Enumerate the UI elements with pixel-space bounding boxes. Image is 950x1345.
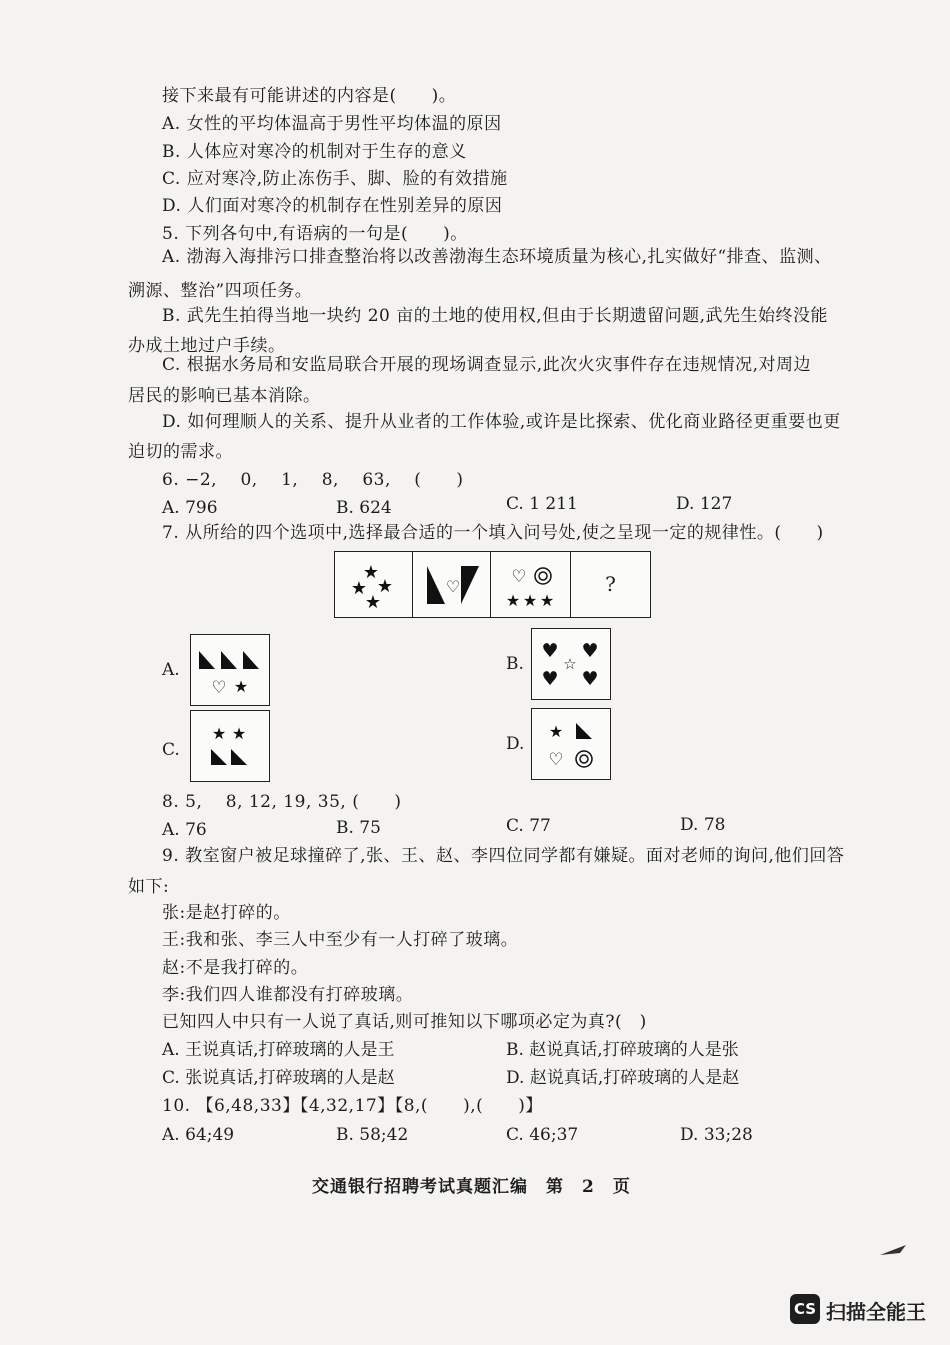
q5-option-a-line2: 溯源、整治”四项任务。 (128, 281, 313, 301)
q4-stem: 接下来最有可能讲述的内容是( )。 (162, 86, 457, 106)
q4-option-c: C. 应对寒冷,防止冻伤手、脚、脸的有效措施 (162, 169, 508, 189)
q7-option-c-figure[interactable] (190, 710, 270, 782)
q10-option-a: A. 64;49 (162, 1125, 235, 1145)
q5-option-c-line1: C. 根据水务局和安监局联合开展的现场调查显示,此次火灾事件存在违规情况,对周边 (162, 355, 812, 375)
q10-option-c: C. 46;37 (506, 1125, 579, 1145)
q9-question: 已知四人中只有一人说了真话,则可推知以下哪项必定为真?( ) (162, 1012, 647, 1032)
q9-stem-line1: 9. 教室窗户被足球撞碎了,张、王、赵、李四位同学都有嫌疑。面对老师的询问,他们回答 (162, 846, 845, 866)
q10-option-d: D. 33;28 (680, 1125, 753, 1145)
q7-stem: 7. 从所给的四个选项中,选择最合适的一个填入问号处,使之呈现一定的规律性。( ) (162, 523, 824, 543)
q7-sequence-grid (334, 551, 651, 618)
q7-cell-2 (413, 552, 491, 617)
q9-statement-li: 李:我们四人谁都没有打碎玻璃。 (162, 985, 414, 1005)
svg-text:★: ★ (211, 724, 227, 743)
svg-text:★: ★ (548, 722, 564, 741)
q9-option-c: C. 张说真话,打碎玻璃的人是赵 (162, 1068, 395, 1088)
q8-stem: 8. 5, 8, 12, 19, 35, ( ) (162, 792, 402, 812)
q9-option-b: B. 赵说真话,打碎玻璃的人是张 (506, 1040, 739, 1060)
q9-statement-zhao: 赵:不是我打碎的。 (162, 958, 309, 978)
svg-text:♥: ♥ (581, 640, 599, 662)
svg-text:★: ★ (364, 592, 382, 613)
heart-circle-stars-figure (491, 552, 571, 617)
q7-option-d-label: D. (506, 734, 525, 754)
q9-option-a: A. 王说真话,打碎玻璃的人是王 (162, 1040, 395, 1060)
stars-figure (335, 552, 413, 617)
svg-text:★: ★ (539, 591, 555, 610)
q7-option-a-figure[interactable] (190, 634, 270, 706)
q8-option-c: C. 77 (506, 816, 551, 836)
camscanner-logo-icon: CS (790, 1294, 820, 1324)
q6-option-a: A. 796 (162, 498, 218, 518)
svg-text:♥: ♥ (541, 668, 559, 690)
svg-text:★: ★ (522, 591, 538, 610)
q4-option-b: B. 人体应对寒冷的机制对于生存的意义 (162, 142, 467, 162)
svg-text:♥: ♥ (581, 668, 599, 690)
q10-option-b: B. 58;42 (336, 1125, 409, 1145)
q7-cell-question (571, 552, 650, 617)
svg-text:★: ★ (362, 562, 380, 583)
q9-statement-wang: 王:我和张、李三人中至少有一人打碎了玻璃。 (162, 930, 519, 950)
q5-option-a-line1: A. 渤海入海排污口排查整治将以改善渤海生态环境质量为核心,扎实做好“排查、监测、 (162, 247, 832, 267)
svg-text:★: ★ (233, 677, 249, 696)
svg-text:♡: ♡ (445, 577, 461, 596)
q8-option-d: D. 78 (680, 815, 726, 835)
q5-option-d-line1: D. 如何理顺人的关系、提升从业者的工作体验,或许是比探索、优化商业路径更重要也更 (162, 412, 841, 432)
page-corner-mark (880, 1245, 910, 1259)
q6-option-d: D. 127 (676, 494, 733, 514)
q7-option-b-label: B. (506, 654, 524, 674)
q5-option-d-line2: 迫切的需求。 (128, 442, 233, 462)
q5-option-b-line2: 办成土地过户手续。 (128, 336, 286, 356)
q5-option-c-line2: 居民的影响已基本消除。 (128, 386, 321, 406)
camscanner-app-name: 扫描全能王 (826, 1300, 926, 1324)
q6-stem: 6. −2, 0, 1, 8, 63, ( ) (162, 470, 464, 490)
svg-text:★: ★ (231, 724, 247, 743)
svg-text:☆: ☆ (563, 655, 577, 673)
svg-text:♥: ♥ (541, 640, 559, 662)
svg-text:★: ★ (350, 578, 368, 599)
q9-statement-zhang: 张:是赵打碎的。 (162, 903, 291, 923)
q7-option-c-label: C. (162, 740, 180, 760)
q6-option-c: C. 1 211 (506, 494, 578, 514)
question-mark: ? (605, 572, 616, 596)
q6-option-b: B. 624 (336, 498, 392, 518)
q7-option-a-label: A. (162, 660, 180, 680)
svg-text:★: ★ (376, 576, 394, 597)
svg-text:★: ★ (505, 591, 521, 610)
svg-text:♡: ♡ (548, 750, 564, 770)
svg-text:♡: ♡ (211, 678, 227, 698)
q4-option-a: A. 女性的平均体温高于男性平均体温的原因 (162, 114, 502, 134)
q5-option-b-line1: B. 武先生拍得当地一块约 20 亩的土地的使用权,但由于长期遗留问题,武先生始终没能 (162, 306, 829, 326)
q8-option-b: B. 75 (336, 818, 381, 838)
svg-text:♡: ♡ (511, 567, 527, 587)
q10-stem: 10. 【6,48,33】【4,32,17】【8,( ),( )】 (162, 1096, 543, 1116)
page-footer: 交通银行招聘考试真题汇编 第 2 页 (312, 1177, 631, 1197)
stars-triangles-figure (191, 711, 269, 781)
triangles-heart-figure (413, 552, 491, 617)
q7-option-b-figure[interactable] (531, 628, 611, 700)
q9-stem-line2: 如下: (128, 877, 170, 897)
q7-option-d-figure[interactable] (531, 708, 611, 780)
star-triangle-heart-circle-figure (532, 709, 610, 779)
q9-option-d: D. 赵说真话,打碎玻璃的人是赵 (506, 1068, 740, 1088)
hearts-star-figure (532, 629, 610, 699)
q7-cell-3 (491, 552, 571, 617)
q5-stem: 5. 下列各句中,有语病的一句是( )。 (162, 224, 468, 244)
q8-option-a: A. 76 (162, 820, 207, 840)
q7-cell-1 (335, 552, 413, 617)
q4-option-d: D. 人们面对寒冷的机制存在性别差异的原因 (162, 196, 503, 216)
triangles-heart-star-figure (191, 635, 269, 705)
